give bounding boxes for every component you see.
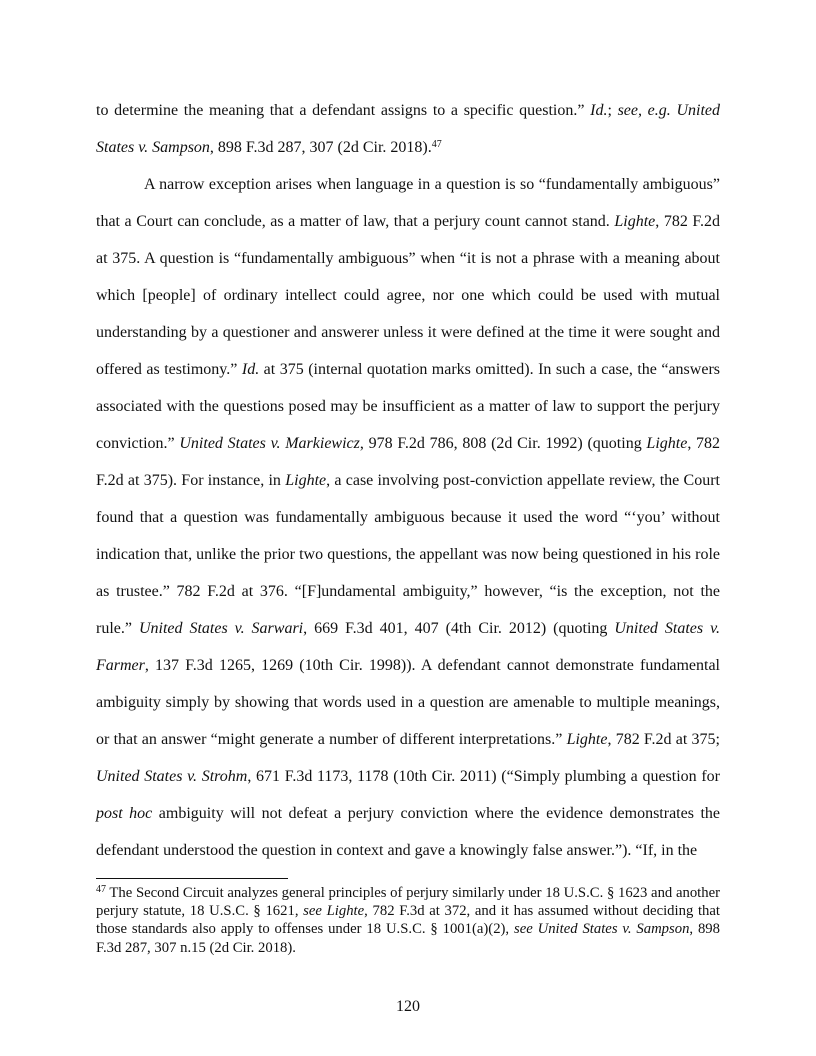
text-run: , 782 F.2d at 375; [607, 731, 721, 748]
text-run: , 978 F.2d 786, 808 (2d Cir. 1992) (quoting [359, 435, 647, 452]
text-run: , a case involving post-conviction appellate review, the Court found that a question was fundamentally ambiguous because it used the word “‘you’ without indication that, unlike the prior two questions, the appellant was now being questioned in his role as trustee.” 782 F.2d at 376. “[F]undamental ambiguity,” however, “is the exception, not the rule.” [96, 472, 721, 637]
footnote-reference[interactable]: 47 [431, 139, 442, 150]
text-run: The Second Circuit analyzes general principles of perjury similarly under 18 U.S.C. § 1623 and another perjury statute, 18 U.S.C. § 1621, [96, 885, 720, 920]
citation-id: Id. [590, 102, 608, 119]
citation-sampson: see, e.g. United States v. Sampson [96, 102, 720, 156]
page-number: 120 [396, 998, 420, 1015]
text-run: A narrow exception arises when language in a question is so “fundamentally ambiguous” that a Court can conclude, as a matter of law, that a perjury count cannot stand. [96, 176, 720, 230]
body-text [96, 92, 720, 869]
footnote-number: 47 [96, 884, 106, 895]
text-run: , 782 F.2d at 375). For instance, in [96, 435, 721, 489]
footnote-47 [96, 884, 720, 957]
text-run: , 782 F.2d at 375. A question is “fundamentally ambiguous” when “it is not a phrase with a meaning about which [people] of ordinary intellect could agree, nor one which could be used with mutual understanding by a questioner and answerer unless it were defined at the time it were sought and offered as testimony.” [96, 213, 720, 378]
footnote-separator [96, 878, 288, 879]
citation-see-sampson: see United States v. Sampson [513, 921, 690, 938]
text-run: , 898 F.3d 287, 307 n.15 (2d Cir. 2018). [96, 921, 720, 956]
citation-lighte: Lighte [646, 435, 688, 452]
latin-phrase: post hoc [96, 805, 153, 822]
citation-lighte: Lighte [566, 731, 608, 748]
text-run: at 375 (internal quotation marks omitted). In such a case, the “answers associated with the questions posed may be insufficient as a matter of law to support the perjury conviction.” [96, 361, 720, 452]
text-run: , 137 F.3d 1265, 1269 (10th Cir. 1998)). A defendant cannot demonstrate fundamental ambiguity simply by showing that words used in a question are amenable to multiple meanings, or that an answer “might generate a number of different interpretations.” [96, 657, 720, 748]
citation-id: Id. [241, 361, 260, 378]
text-run: ambiguity will not defeat a perjury conviction where the evidence demonstrates the defendant understood the question in context and gave a knowingly false answer.”). “If, in the [96, 805, 721, 859]
citation-lighte: Lighte [614, 213, 656, 230]
paragraph-continued [96, 92, 720, 166]
citation-lighte: Lighte [285, 472, 327, 489]
text-run: ; [607, 102, 618, 119]
text-run: , 898 F.3d 287, 307 (2d Cir. 2018). [209, 139, 432, 156]
footnote-text [96, 884, 720, 957]
citation-see-lighte: see Lighte [303, 903, 365, 920]
text-run: to determine the meaning that a defendant assigns to a specific question.” [96, 102, 591, 119]
paragraph-fundamental-ambiguity [96, 166, 720, 869]
citation-strohm: United States v. Strohm [96, 768, 248, 785]
text-run: , 669 F.3d 401, 407 (4th Cir. 2012) (quoting [303, 620, 615, 637]
citation-farmer: United States v. Farmer [96, 620, 720, 674]
text-run: , 782 F.3d at 372, and it has assumed without deciding that those standards also apply to offenses under 18 U.S.C. § 1001(a)(2), [96, 903, 720, 938]
citation-markiewicz: United States v. Markiewicz [179, 435, 360, 452]
text-run: , 671 F.3d 1173, 1178 (10th Cir. 2011) (“Simply plumbing a question for [247, 768, 720, 785]
citation-sarwari: United States v. Sarwari [138, 620, 304, 637]
